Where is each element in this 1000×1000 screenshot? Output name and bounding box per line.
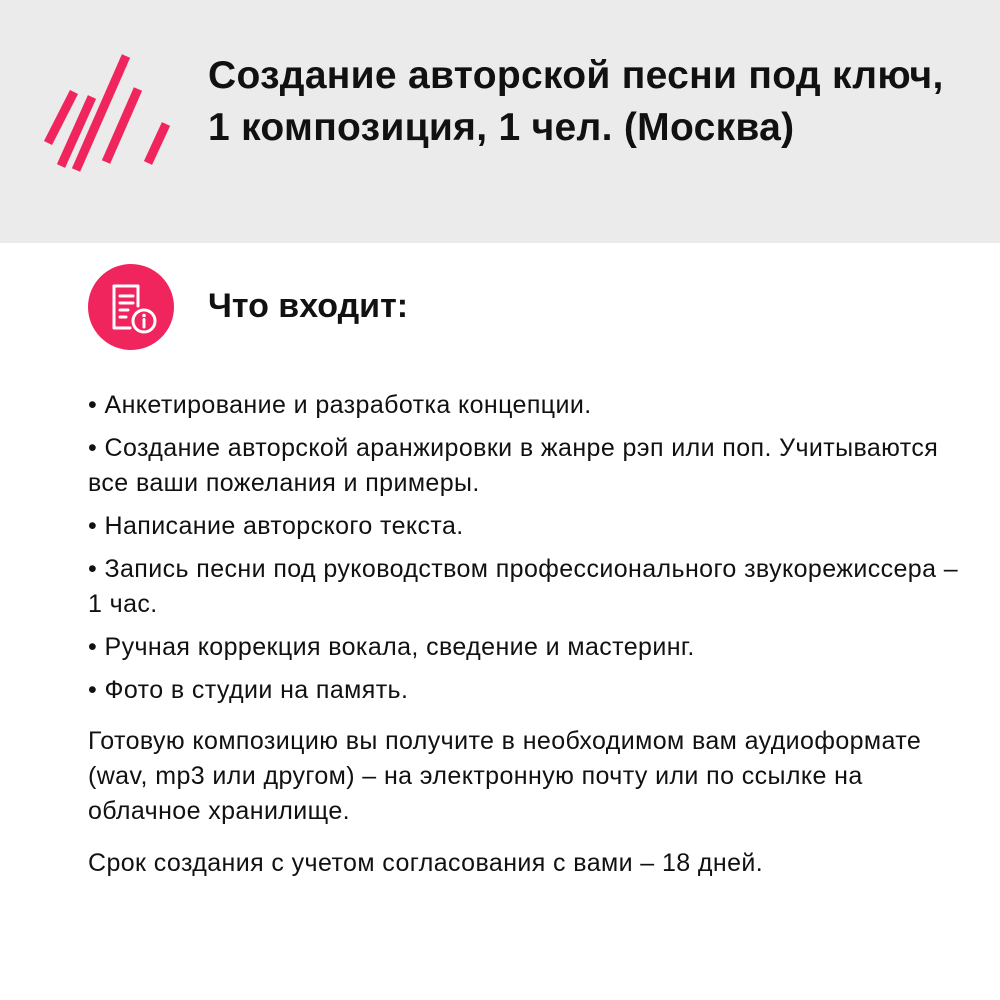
delivery-paragraph: Готовую композицию вы получите в необходимом вам аудиоформате (wav, mp3 или другом) – на электронную почту или по ссылке на облачное хранилище.: [88, 727, 922, 825]
list-item: • Ручная коррекция вокала, сведение и мастеринг.: [88, 633, 695, 661]
list-item: • Анкетирование и разработка концепции.: [88, 391, 592, 419]
brand-stripes-logo-icon: [40, 52, 175, 174]
list-item: • Написание авторского текста.: [88, 512, 464, 540]
section-heading: Что входит:: [208, 287, 409, 325]
list-item: • Запись песни под руководством профессионального звукорежиссера – 1 час.: [88, 555, 959, 618]
header-banner: [0, 0, 1000, 243]
duration-paragraph: Срок создания с учетом согласования с вами – 18 дней.: [88, 849, 764, 877]
page-title: Создание авторской песни под ключ, 1 композиция, 1 чел. (Москва): [208, 54, 944, 149]
included-items-list: [88, 388, 978, 716]
list-item: • Фото в студии на память.: [88, 676, 409, 704]
list-item: • Создание авторской аранжировки в жанре рэп или поп. Учитываются все ваши пожелания и примеры.: [88, 434, 939, 497]
document-info-icon: [88, 264, 174, 350]
